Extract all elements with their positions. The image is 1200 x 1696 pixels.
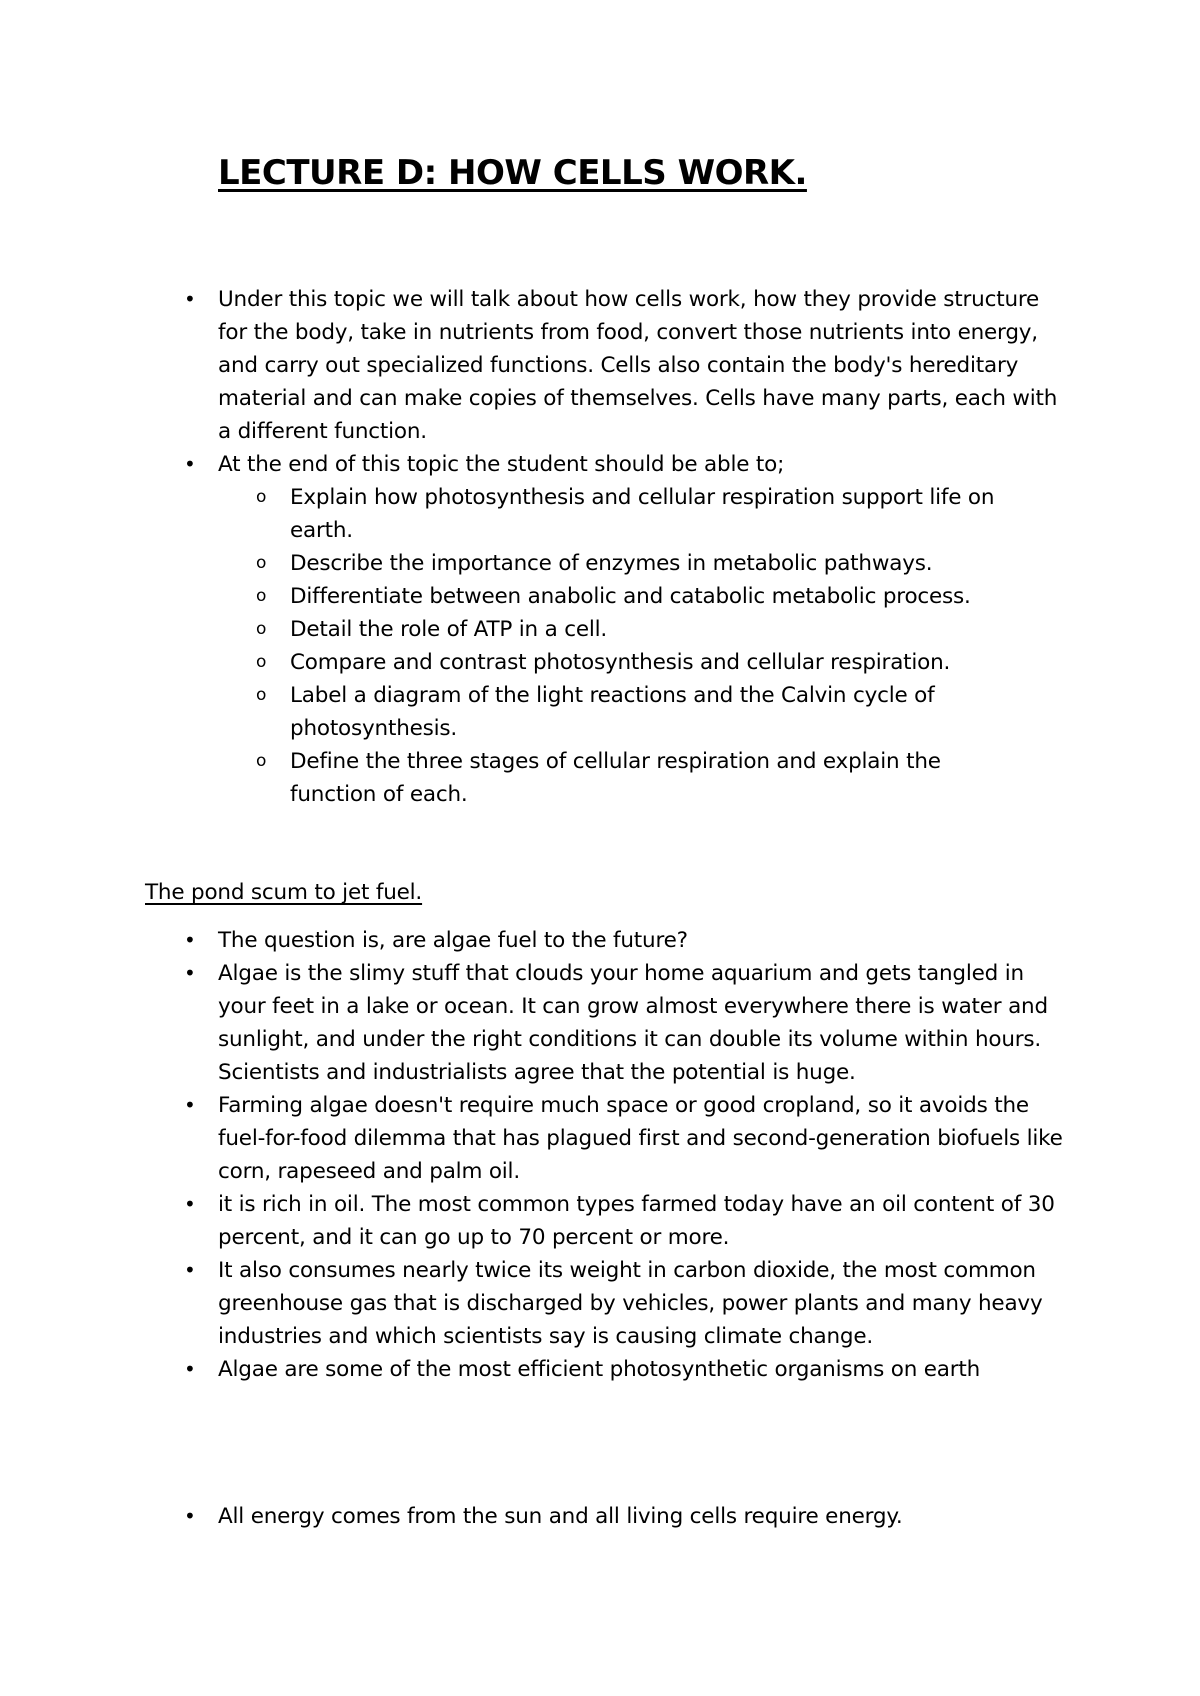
list-item (184, 448, 1064, 811)
list-item-text: Under this topic we will talk about how cells work, how they provide structure for the body, take in nutrients from food, convert those nutrients into energy, and carry out specialized functions. Cells also contain the body's hereditary material and can make copies of themselves. Cells have many parts, each with a different function. (218, 287, 1058, 444)
sub-list-item (256, 580, 1026, 613)
bullet-icon: • (184, 452, 196, 476)
circle-bullet-icon: o (256, 553, 267, 573)
circle-bullet-icon: o (256, 685, 267, 705)
section-heading: The pond scum to jet fuel. (145, 880, 423, 905)
circle-bullet-icon: o (256, 487, 267, 507)
sub-list-item (256, 613, 1026, 646)
list-item-text: it is rich in oil. The most common types farmed today have an oil content of 30 percent, and it can go up to 70 percent or more. (218, 1192, 1055, 1250)
bullet-icon: • (184, 1258, 196, 1282)
circle-bullet-icon: o (256, 586, 267, 606)
algae-list (184, 924, 1064, 1386)
sub-list-item (256, 547, 1026, 580)
bullet-icon: • (184, 961, 196, 985)
objective-text: Label a diagram of the light reactions and the Calvin cycle of photosynthesis. (290, 683, 935, 741)
objective-text: Differentiate between anabolic and catabolic metabolic process. (290, 584, 971, 609)
circle-bullet-icon: o (256, 652, 267, 672)
circle-bullet-icon: o (256, 619, 267, 639)
intro-list (184, 283, 1064, 811)
bullet-icon: • (184, 1504, 196, 1528)
list-item (184, 924, 1064, 957)
list-item (184, 1353, 1064, 1386)
list-item-text: Algae is the slimy stuff that clouds your home aquarium and gets tangled in your feet in a lake or ocean. It can grow almost everywhere there is water and sunlight, and under the right conditions it can double its volume within hours. Scientists and industrialists agree that the potential is huge. (218, 961, 1048, 1085)
objective-text: Detail the role of ATP in a cell. (290, 617, 608, 642)
bullet-icon: • (184, 1093, 196, 1117)
list-item-text: It also consumes nearly twice its weight in carbon dioxide, the most common greenhouse gas that is discharged by vehicles, power plants and many heavy industries and which scientists say is causing climate change. (218, 1258, 1043, 1349)
bullet-icon: • (184, 928, 196, 952)
objective-text: Compare and contrast photosynthesis and cellular respiration. (290, 650, 951, 675)
list-item (184, 1500, 1064, 1533)
objective-text: Explain how photosynthesis and cellular respiration support life on earth. (290, 485, 995, 543)
list-item (184, 1254, 1064, 1353)
objective-text: Describe the importance of enzymes in metabolic pathways. (290, 551, 933, 576)
bullet-icon: • (184, 1357, 196, 1381)
objective-text: Define the three stages of cellular respiration and explain the function of each. (290, 749, 941, 807)
page-title: LECTURE D: HOW CELLS WORK. (218, 153, 807, 193)
list-item-text: All energy comes from the sun and all living cells require energy. (218, 1504, 903, 1529)
energy-list (184, 1500, 1064, 1533)
list-item (184, 1089, 1064, 1188)
list-item-text: At the end of this topic the student should be able to; (218, 452, 785, 477)
circle-bullet-icon: o (256, 751, 267, 771)
list-item-text: Farming algae doesn't require much space or good cropland, so it avoids the fuel-for-food dilemma that has plagued first and second-generation biofuels like corn, rapeseed and palm oil. (218, 1093, 1063, 1184)
list-item (184, 1188, 1064, 1254)
sub-list-item (256, 679, 1026, 745)
list-item-text: The question is, are algae fuel to the future? (218, 928, 688, 953)
sub-list-item (256, 745, 1026, 811)
list-item-text: Algae are some of the most efficient photosynthetic organisms on earth (218, 1357, 981, 1382)
list-item (184, 283, 1064, 448)
bullet-icon: • (184, 287, 196, 311)
objectives-list (256, 481, 1026, 811)
sub-list-item (256, 481, 1026, 547)
bullet-icon: • (184, 1192, 196, 1216)
list-item (184, 957, 1064, 1089)
sub-list-item (256, 646, 1026, 679)
